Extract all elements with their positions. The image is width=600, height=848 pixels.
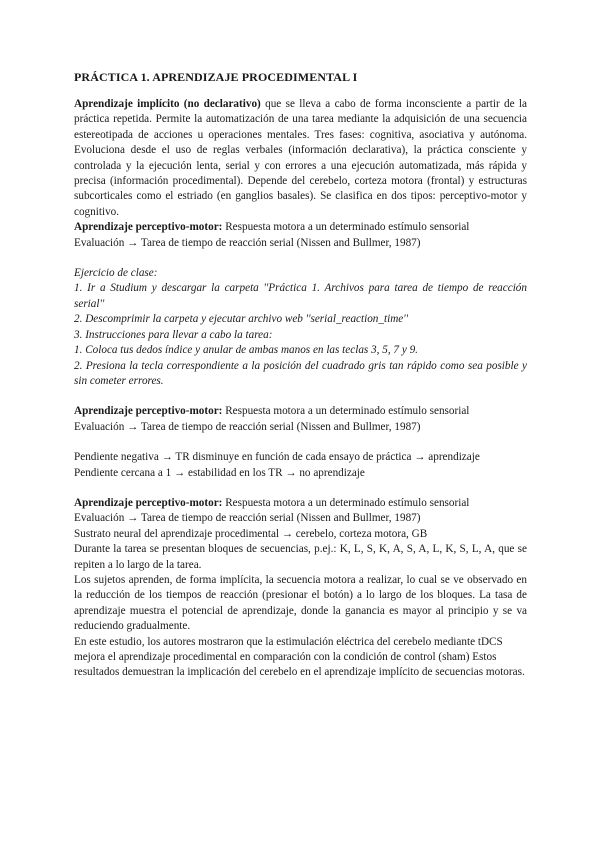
sequences-paragraph: Durante la tarea se presentan bloques de secuencias, p.ej.: K, L, S, K, A, S, A, L, K, S, L, A, que se repiten a lo largo de la tarea. xyxy=(74,543,527,571)
block1-term: Aprendizaje perceptivo-motor: xyxy=(74,221,223,234)
exercise-step: 2. Presiona la tecla correspondiente a la posición del cuadrado gris tan rápido como sea posible y sin cometer errores. xyxy=(74,359,527,387)
block3-definition xyxy=(74,496,527,511)
exercise-step: 3. Instrucciones para llevar a cabo la tarea: xyxy=(74,328,273,341)
block1-text: Respuesta motora a un determinado estímulo sensorial xyxy=(222,221,470,234)
block3-text: Respuesta motora a un determinado estímulo sensorial xyxy=(222,496,470,509)
block3-evaluation: Evaluación → Tarea de tiempo de reacción serial (Nissen and Bullmer, 1987) xyxy=(74,512,421,525)
block2-evaluation: Evaluación → Tarea de tiempo de reacción serial (Nissen and Bullmer, 1987) xyxy=(74,420,421,433)
learning-paragraph: Los sujetos aprenden, de forma implícita, la secuencia motora a realizar, lo cual se ve observado en la reducción de los tiempos de reacción (presionar el botón) a lo largo de los bloques. La tasa de aprendizaje muestra el potencial de aprendizaje, donde la ganancia es mayor al principio y se va reduciendo gradualmente. xyxy=(74,573,527,633)
slope-line: Pendiente negativa → TR disminuye en función de cada ensayo de práctica → aprendizaje xyxy=(74,451,480,464)
exercise-section xyxy=(74,266,527,389)
block2-term: Aprendizaje perceptivo-motor: xyxy=(74,405,223,418)
block1-evaluation: Evaluación → Tarea de tiempo de reacción serial (Nissen and Bullmer, 1987) xyxy=(74,236,421,249)
exercise-heading: Ejercicio de clase: xyxy=(74,267,158,280)
intro-paragraph xyxy=(74,97,527,220)
study-paragraph: En este estudio, los autores mostraron que la estimulación eléctrica del cerebelo mediante tDCS mejora el aprendizaje procedimental en comparación con la condición de control (sham) Estos resultados demuestran la implicación del cerebelo en el aprendizaje implícito de secuencias motoras. xyxy=(74,635,525,679)
exercise-step: 1. Coloca tus dedos índice y anular de ambas manos en las teclas 3, 5, 7 y 9. xyxy=(74,344,418,357)
block3-term: Aprendizaje perceptivo-motor: xyxy=(74,496,223,509)
intro-term: Aprendizaje implícito (no declarativo) xyxy=(74,98,261,110)
page-content xyxy=(74,69,527,681)
exercise-step: 1. Ir a Studium y descargar la carpeta ''Práctica 1. Archivos para tarea de tiempo de reacción serial'' xyxy=(74,282,527,310)
substrate-line: Sustrato neural del aprendizaje procedimental → cerebelo, corteza motora, GB xyxy=(74,527,428,540)
slope-line: Pendiente cercana a 1 → estabilidad en los TR → no aprendizaje xyxy=(74,466,365,479)
block1-definition xyxy=(74,220,527,235)
block2-definition xyxy=(74,404,527,419)
page-title: PRÁCTICA 1. APRENDIZAJE PROCEDIMENTAL I xyxy=(74,70,358,84)
exercise-step: 2. Descomprimir la carpeta y ejecutar archivo web ''serial_reaction_time'' xyxy=(74,313,409,326)
intro-text: que se lleva a cabo de forma inconsciente a partir de la práctica repetida. Permite la automatización de una tarea mediante la adquisición de una secuencia estereotipada de acciones u operaciones mentales. Tres fases: cognitiva, asociativa y autónoma. Evoluciona desde el uso de reglas verbales (información declarativa), la práctica consciente y controlada y la ejecución lenta, serial y con errores a una ejecución automatizada, más rápida y precisa (información procedimental). Depende del cerebelo, corteza motora (frontal) y estructuras subcorticales como el estriado (en ganglios basales). Se clasifica en dos tipos: perceptivo-motor y cognitivo. xyxy=(74,98,528,218)
block2-text: Respuesta motora a un determinado estímulo sensorial xyxy=(222,405,470,418)
